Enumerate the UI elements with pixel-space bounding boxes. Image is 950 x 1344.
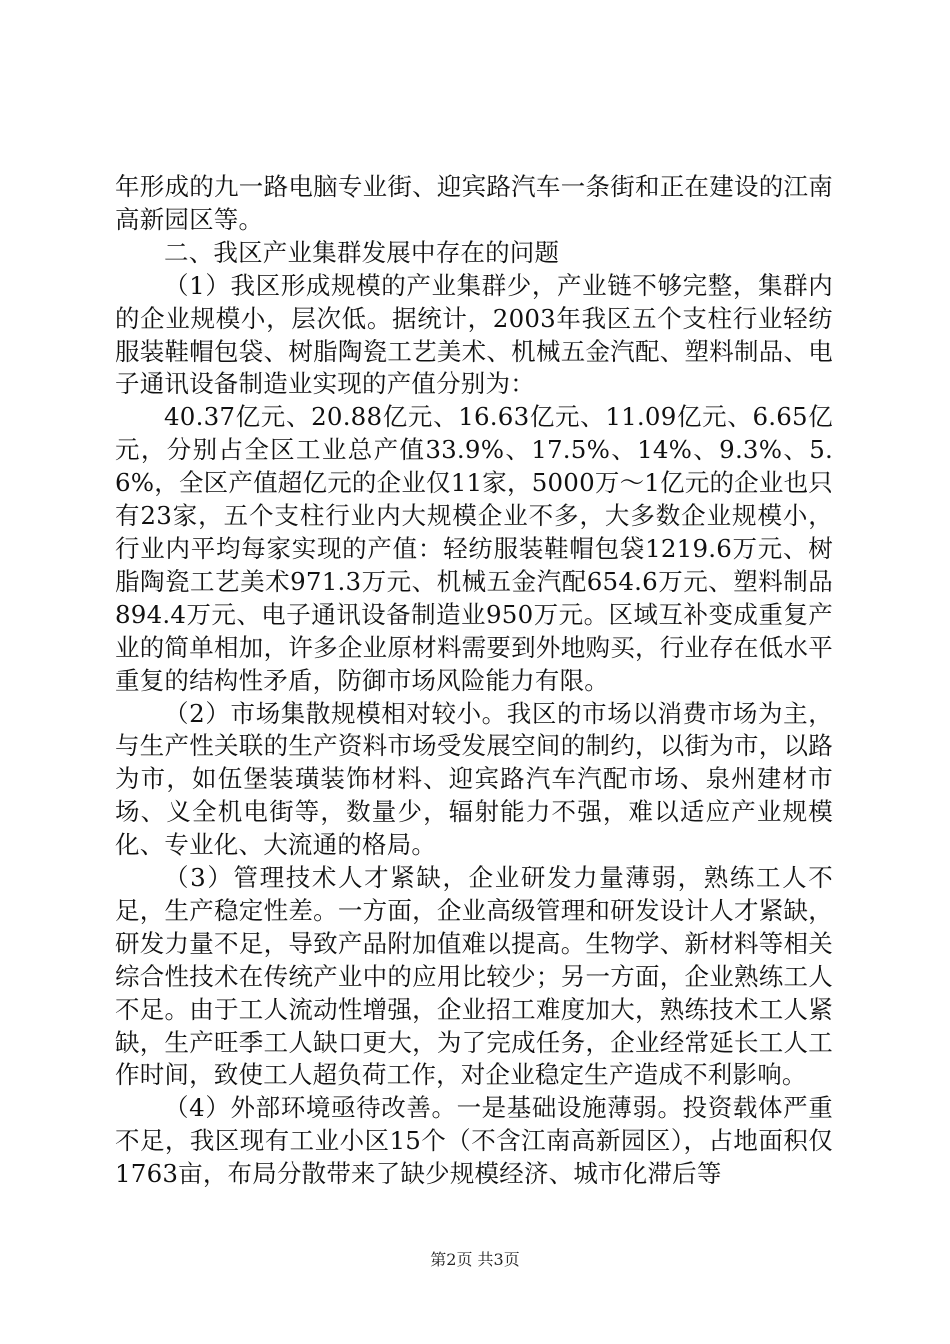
paragraph-continuation: 年形成的九一路电脑专业街、迎宾路汽车一条街和正在建设的江南高新园区等。	[115, 172, 833, 234]
paragraph-problem-4: （4）外部环境亟待改善。一是基础设施薄弱。投资载体严重不足，我区现有工业小区15个（不含江南高新园区），占地面积仅1763亩，布局分散带来了缺少规模经济、城市化滞后等	[115, 1093, 833, 1189]
section-heading: 二、我区产业集群发展中存在的问题	[164, 237, 560, 267]
page-footer	[0, 1247, 950, 1270]
document-body	[115, 171, 833, 1191]
paragraph-output-values: 40.37亿元、20.88亿元、16.63亿元、11.09亿元、6.65亿元，分别占全区工业总产值33.9%、17.5%、14%、9.3%、5.6%，全区产值超亿元的企业仅11家，5000万～1亿元的企业也只有23家，五个支柱行业内大规模企业不多，大多数企业规模小，行业内平均每家实现的产值：轻纺服装鞋帽包袋1219.6万元、树脂陶瓷工艺美术971.3万元、机械五金汽配654.6万元、塑料制品894.4万元、电子通讯设备制造业950万元。区域互补变成重复产业的简单相加，许多企业原材料需要到外地购买，行业存在低水平重复的结构性矛盾，防御市场风险能力有限。	[115, 402, 833, 695]
page-number-label: 第2页 共3页	[430, 1250, 520, 1269]
paragraph-problem-3: （3）管理技术人才紧缺，企业研发力量薄弱，熟练工人不足，生产稳定性差。一方面，企业高级管理和研发设计人才紧缺，研发力量不足，导致产品附加值难以提高。生物学、新材料等相关综合性技术在传统产业中的应用比较少；另一方面，企业熟练工人不足。由于工人流动性增强，企业招工难度加大，熟练技术工人紧缺，生产旺季工人缺口更大，为了完成任务，企业经常延长工人工作时间，致使工人超负荷工作，对企业稳定生产造成不利影响。	[115, 863, 833, 1090]
paragraph-problem-1: （1）我区形成规模的产业集群少，产业链不够完整，集群内的企业规模小，层次低。据统计，2003年我区五个支柱行业轻纺服装鞋帽包袋、树脂陶瓷工艺美术、机械五金汽配、塑料制品、电子通讯设备制造业实现的产值分别为：	[115, 270, 833, 399]
paragraph-problem-2: （2）市场集散规模相对较小。我区的市场以消费市场为主，与生产性关联的生产资料市场受发展空间的制约，以街为市，以路为市，如伍堡装璜装饰材料、迎宾路汽车汽配市场、泉州建材市场、义全机电街等，数量少，辐射能力不强，难以适应产业规模化、专业化、大流通的格局。	[115, 698, 833, 860]
